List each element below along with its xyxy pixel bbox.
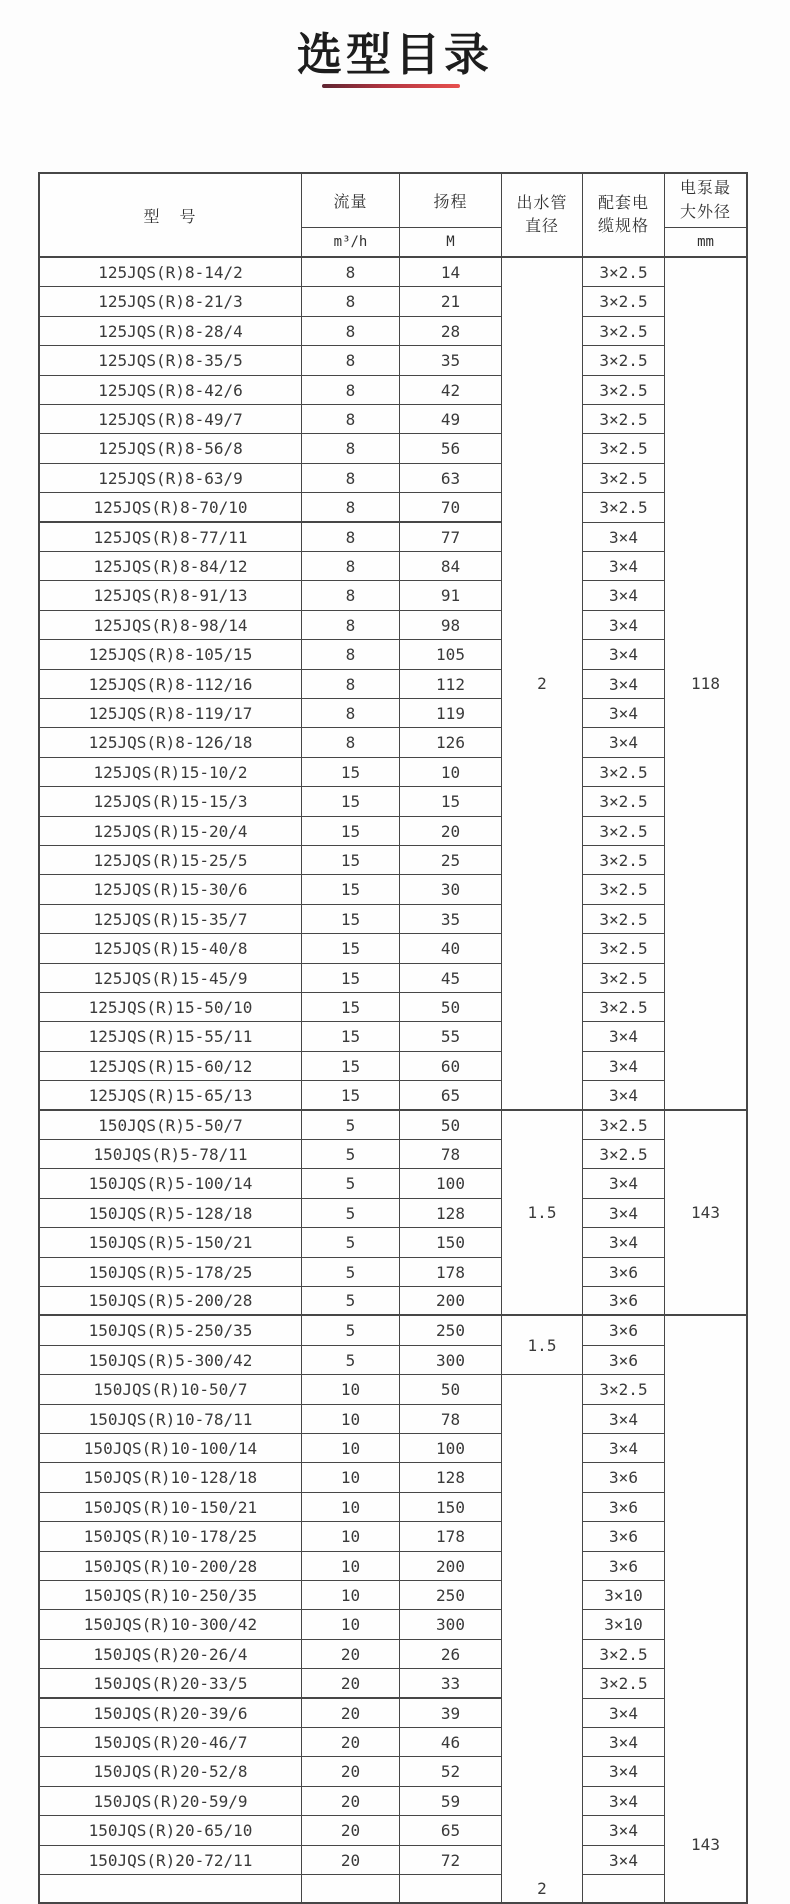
cell-cable: 3×2.5 [583,434,665,464]
cell-head: 25 [400,846,502,875]
cell-model: 150JQS(R)20-59/9 [40,1787,302,1816]
cell-flow: 10 [302,1463,400,1493]
cell-model: 125JQS(R)8-112/16 [40,670,302,699]
cell-model: 125JQS(R)8-28/4 [40,317,302,346]
cell-flow: 5 [302,1111,400,1140]
cell-flow: 15 [302,934,400,964]
header-cable-spec-label: 配套电缆规格 [597,194,649,235]
cell-head: 60 [400,1052,502,1081]
cell-model: 125JQS(R)8-56/8 [40,434,302,464]
cell-head: 128 [400,1463,502,1493]
cell-cable: 3×6 [583,1522,665,1552]
cell-model [40,1875,302,1902]
header-model: 型 号 [40,174,302,258]
cell-model: 125JQS(R)15-30/6 [40,875,302,905]
cell-cable: 3×2.5 [583,287,665,317]
cell-flow: 10 [302,1493,400,1522]
cell-model: 125JQS(R)15-55/11 [40,1022,302,1052]
header-flow: 流量 [302,174,400,228]
cell-head: 200 [400,1552,502,1581]
cell-model: 150JQS(R)20-39/6 [40,1699,302,1728]
cell-head: 250 [400,1581,502,1610]
cell-flow: 20 [302,1699,400,1728]
cell-head: 72 [400,1846,502,1875]
cell-model: 150JQS(R)20-52/8 [40,1757,302,1787]
cell-outlet-diameter-merged: 1.5 [502,1111,583,1316]
cell-head: 40 [400,934,502,964]
cell-head: 52 [400,1757,502,1787]
cell-model: 150JQS(R)20-26/4 [40,1640,302,1669]
cell-head: 42 [400,376,502,405]
cell-cable: 3×2.5 [583,1140,665,1169]
cell-head: 35 [400,905,502,934]
cell-model: 125JQS(R)8-91/13 [40,581,302,611]
cell-model: 125JQS(R)15-35/7 [40,905,302,934]
cell-flow: 10 [302,1405,400,1434]
cell-cable: 3×4 [583,1846,665,1875]
cell-flow: 5 [302,1258,400,1287]
cell-flow: 20 [302,1669,400,1699]
cell-cable: 3×2.5 [583,817,665,846]
cell-flow: 10 [302,1581,400,1610]
cell-head: 50 [400,1111,502,1140]
cell-cable: 3×2.5 [583,258,665,287]
cell-cable: 3×4 [583,611,665,640]
cell-model: 125JQS(R)15-45/9 [40,964,302,993]
cell-head: 56 [400,434,502,464]
header-cable-spec [583,174,665,258]
cell-flow: 8 [302,434,400,464]
cell-model: 125JQS(R)8-14/2 [40,258,302,287]
cell-head: 45 [400,964,502,993]
cell-model: 150JQS(R)20-33/5 [40,1669,302,1699]
selection-table [38,172,748,1904]
cell-model: 125JQS(R)8-126/18 [40,728,302,758]
cell-head: 300 [400,1346,502,1375]
cell-flow: 15 [302,964,400,993]
cell-head: 20 [400,817,502,846]
cell-head: 150 [400,1228,502,1258]
cell-head: 77 [400,523,502,552]
cell-cable: 3×2.5 [583,875,665,905]
cell-model: 150JQS(R)5-178/25 [40,1258,302,1287]
cell-cable: 3×4 [583,1169,665,1199]
cell-flow: 5 [302,1287,400,1316]
cell-flow: 15 [302,875,400,905]
cell-flow: 15 [302,905,400,934]
cell-flow: 15 [302,1052,400,1081]
cell-flow: 8 [302,287,400,317]
cell-cable: 3×6 [583,1287,665,1316]
cell-max-od-merged: 118 [665,258,746,1111]
cell-cable: 3×4 [583,728,665,758]
cell-max-od-merged: 143 [665,1111,746,1316]
cell-model: 125JQS(R)15-60/12 [40,1052,302,1081]
cell-flow: 8 [302,523,400,552]
cell-model: 150JQS(R)10-78/11 [40,1405,302,1434]
cell-cable: 3×2.5 [583,1669,665,1699]
cell-head: 59 [400,1787,502,1816]
cell-flow: 10 [302,1522,400,1552]
cell-head: 26 [400,1640,502,1669]
cell-head: 100 [400,1434,502,1463]
cell-model: 125JQS(R)8-42/6 [40,376,302,405]
cell-cable: 3×6 [583,1552,665,1581]
cell-head: 200 [400,1287,502,1316]
cell-flow [302,1875,400,1902]
cell-head: 84 [400,552,502,581]
cell-model: 125JQS(R)8-49/7 [40,405,302,434]
cell-flow: 8 [302,670,400,699]
cell-head: 119 [400,699,502,728]
cell-flow: 15 [302,1022,400,1052]
cell-head: 128 [400,1199,502,1228]
cell-flow: 8 [302,493,400,523]
cell-flow: 8 [302,376,400,405]
header-flow-unit: m³/h [302,228,400,258]
cell-flow: 20 [302,1816,400,1846]
cell-model: 125JQS(R)15-65/13 [40,1081,302,1111]
cell-model: 125JQS(R)8-21/3 [40,287,302,317]
cell-cable: 3×2.5 [583,1111,665,1140]
cell-flow: 15 [302,758,400,787]
cell-cable: 3×2.5 [583,1640,665,1669]
header-od-unit: mm [665,228,746,258]
cell-head: 91 [400,581,502,611]
cell-head: 39 [400,1699,502,1728]
cell-model: 125JQS(R)8-77/11 [40,523,302,552]
cell-head [400,1875,502,1902]
cell-cable: 3×4 [583,1699,665,1728]
cell-flow: 20 [302,1728,400,1757]
cell-flow: 8 [302,346,400,376]
cell-model: 150JQS(R)10-100/14 [40,1434,302,1463]
cell-flow: 5 [302,1316,400,1346]
cell-flow: 10 [302,1375,400,1405]
cell-model: 125JQS(R)8-105/15 [40,640,302,670]
cell-model: 150JQS(R)20-65/10 [40,1816,302,1846]
cell-flow: 10 [302,1434,400,1463]
cell-flow: 15 [302,1081,400,1111]
title-divider [322,84,460,88]
header-head-unit: M [400,228,502,258]
cell-model: 150JQS(R)5-100/14 [40,1169,302,1199]
cell-cable: 3×4 [583,699,665,728]
cell-head: 105 [400,640,502,670]
cell-flow: 5 [302,1346,400,1375]
cell-cable: 3×4 [583,1228,665,1258]
cell-cable: 3×4 [583,552,665,581]
cell-model: 125JQS(R)8-35/5 [40,346,302,376]
cell-cable: 3×2.5 [583,905,665,934]
cell-head: 14 [400,258,502,287]
cell-head: 30 [400,875,502,905]
cell-flow: 10 [302,1552,400,1581]
cell-head: 70 [400,493,502,523]
cell-cable: 3×4 [583,523,665,552]
cell-head: 112 [400,670,502,699]
cell-cable: 3×2.5 [583,993,665,1022]
cell-cable: 3×2.5 [583,493,665,523]
cell-cable: 3×4 [583,1081,665,1111]
cell-flow: 8 [302,728,400,758]
cell-cable: 3×4 [583,1022,665,1052]
cell-head: 178 [400,1522,502,1552]
cell-flow: 20 [302,1640,400,1669]
cell-max-od-merged: 143 [691,1835,720,1854]
cell-head: 78 [400,1140,502,1169]
cell-cable: 3×4 [583,1787,665,1816]
cell-head: 28 [400,317,502,346]
cell-cable: 3×2.5 [583,346,665,376]
cell-flow: 20 [302,1787,400,1816]
cell-model: 125JQS(R)15-25/5 [40,846,302,875]
cell-flow: 8 [302,317,400,346]
cell-outlet-diameter-merged: 2 [502,1375,583,1902]
cell-cable: 3×4 [583,1052,665,1081]
cell-head: 65 [400,1816,502,1846]
cell-cable: 3×10 [583,1581,665,1610]
cell-cable: 3×4 [583,640,665,670]
cell-flow: 8 [302,581,400,611]
cell-model: 150JQS(R)20-72/11 [40,1846,302,1875]
cell-flow: 15 [302,787,400,817]
cell-cable: 3×4 [583,1405,665,1434]
cell-head: 46 [400,1728,502,1757]
cell-head: 49 [400,405,502,434]
cell-model: 150JQS(R)5-150/21 [40,1228,302,1258]
cell-flow: 5 [302,1140,400,1169]
cell-flow: 5 [302,1199,400,1228]
cell-model: 150JQS(R)10-300/42 [40,1610,302,1640]
cell-head: 150 [400,1493,502,1522]
cell-head: 10 [400,758,502,787]
cell-model: 125JQS(R)8-84/12 [40,552,302,581]
cell-cable: 3×4 [583,1728,665,1757]
cell-cable: 3×2.5 [583,464,665,493]
cell-cable [583,1875,665,1902]
cell-cable: 3×6 [583,1493,665,1522]
cell-cable: 3×2.5 [583,376,665,405]
cell-head: 15 [400,787,502,817]
cell-head: 100 [400,1169,502,1199]
cell-model: 150JQS(R)20-46/7 [40,1728,302,1757]
cell-head: 126 [400,728,502,758]
cell-cable: 3×6 [583,1258,665,1287]
cell-cable: 3×2.5 [583,758,665,787]
cell-model: 150JQS(R)10-250/35 [40,1581,302,1610]
cell-flow: 20 [302,1846,400,1875]
cell-outlet-diameter-merged: 2 [502,258,583,1111]
cell-head: 65 [400,1081,502,1111]
cell-head: 98 [400,611,502,640]
cell-cable: 3×2.5 [583,934,665,964]
header-head: 扬程 [400,174,502,228]
cell-model: 150JQS(R)5-200/28 [40,1287,302,1316]
cell-model: 125JQS(R)8-63/9 [40,464,302,493]
cell-cable: 3×2.5 [583,846,665,875]
cell-flow: 5 [302,1169,400,1199]
cell-flow: 20 [302,1757,400,1787]
cell-flow: 8 [302,699,400,728]
cell-model: 125JQS(R)8-70/10 [40,493,302,523]
cell-head: 50 [400,993,502,1022]
cell-head: 300 [400,1610,502,1640]
cell-cable: 3×2.5 [583,317,665,346]
cell-cable: 3×6 [583,1463,665,1493]
cell-model: 150JQS(R)5-50/7 [40,1111,302,1140]
cell-cable: 3×4 [583,1434,665,1463]
cell-model: 150JQS(R)5-250/35 [40,1316,302,1346]
cell-head: 50 [400,1375,502,1405]
cell-model: 150JQS(R)10-200/28 [40,1552,302,1581]
header-outlet-diameter-label: 出水管直径 [516,194,568,235]
cell-cable: 3×2.5 [583,1375,665,1405]
cell-model: 125JQS(R)15-15/3 [40,787,302,817]
cell-flow: 8 [302,405,400,434]
cell-head: 78 [400,1405,502,1434]
cell-model: 150JQS(R)10-150/21 [40,1493,302,1522]
cell-flow: 8 [302,464,400,493]
cell-model: 150JQS(R)5-300/42 [40,1346,302,1375]
cell-outlet-diameter-merged: 1.5 [502,1316,583,1375]
cell-cable: 3×4 [583,670,665,699]
cell-model: 125JQS(R)15-40/8 [40,934,302,964]
cell-flow: 8 [302,258,400,287]
header-max-od-label: 电泵最大外径 [679,180,731,221]
cell-model: 150JQS(R)10-50/7 [40,1375,302,1405]
cell-head: 63 [400,464,502,493]
cell-cable: 3×4 [583,1757,665,1787]
cell-flow: 5 [302,1228,400,1258]
cell-cable: 3×2.5 [583,964,665,993]
cell-flow: 8 [302,611,400,640]
cell-model: 150JQS(R)5-128/18 [40,1199,302,1228]
cell-head: 250 [400,1316,502,1346]
cell-cable: 3×6 [583,1316,665,1346]
cell-head: 33 [400,1669,502,1699]
cell-head: 21 [400,287,502,317]
header-max-od [665,174,746,228]
cell-cable: 3×4 [583,581,665,611]
cell-model: 150JQS(R)10-128/18 [40,1463,302,1493]
cell-cable: 3×2.5 [583,787,665,817]
page-title: 选型目录 [296,29,493,80]
header-outlet-diameter [502,174,583,258]
cell-flow: 10 [302,1610,400,1640]
cell-model: 150JQS(R)5-78/11 [40,1140,302,1169]
cell-head: 178 [400,1258,502,1287]
cell-cable: 3×4 [583,1199,665,1228]
cell-cable: 3×2.5 [583,405,665,434]
cell-cable: 3×10 [583,1610,665,1640]
cell-cable: 3×4 [583,1816,665,1846]
cell-flow: 15 [302,846,400,875]
cell-model: 125JQS(R)8-119/17 [40,699,302,728]
cell-head: 55 [400,1022,502,1052]
cell-head: 35 [400,346,502,376]
cell-model: 125JQS(R)15-50/10 [40,993,302,1022]
cell-cable: 3×6 [583,1346,665,1375]
cell-flow: 8 [302,552,400,581]
cell-flow: 15 [302,993,400,1022]
cell-model: 125JQS(R)15-20/4 [40,817,302,846]
cell-model: 125JQS(R)8-98/14 [40,611,302,640]
cell-model: 150JQS(R)10-178/25 [40,1522,302,1552]
cell-flow: 15 [302,817,400,846]
cell-flow: 8 [302,640,400,670]
cell-model: 125JQS(R)15-10/2 [40,758,302,787]
